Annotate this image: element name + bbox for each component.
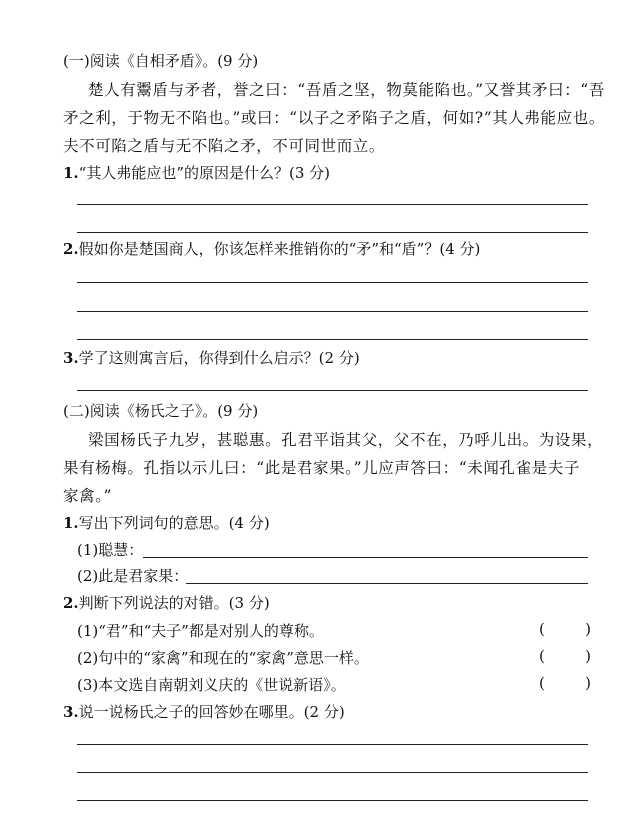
question-number: 2. xyxy=(63,594,79,612)
section2-passage-line-3: 家禽。” xyxy=(63,487,113,505)
bracket-open: ( xyxy=(539,620,545,638)
answer-line[interactable] xyxy=(77,772,588,773)
question-number: 2. xyxy=(63,240,79,258)
question-text: 写出下列词句的意思。(4 分) xyxy=(78,514,270,532)
answer-line[interactable] xyxy=(77,204,588,205)
answer-line[interactable] xyxy=(186,583,588,584)
sub-item-label: (1)聪慧： xyxy=(77,541,144,559)
question-number: 1. xyxy=(63,164,79,182)
answer-line[interactable] xyxy=(77,800,588,801)
answer-line[interactable] xyxy=(77,744,588,745)
section2-question-3 xyxy=(63,701,345,722)
answer-line[interactable] xyxy=(77,339,588,340)
answer-line[interactable] xyxy=(77,282,588,283)
answer-line[interactable] xyxy=(77,390,588,391)
section2-question-2 xyxy=(63,592,270,613)
sub-item-label: (2)此是君家果： xyxy=(77,567,189,585)
section2-passage-line-2: 果有杨梅。孔指以示儿曰：“此是君家果。”儿应声答曰：“未闻孔雀是夫子 xyxy=(63,459,580,477)
section1-passage-line-1: 楚人有鬻盾与矛者，誉之曰：“吾盾之坚，物莫能陷也。”又誉其矛曰：“吾 xyxy=(88,81,605,99)
answer-bracket[interactable] xyxy=(539,674,591,692)
bracket-close: ) xyxy=(585,620,591,638)
section1-question-3 xyxy=(63,347,360,368)
answer-line[interactable] xyxy=(77,232,588,233)
answer-bracket[interactable] xyxy=(539,647,591,665)
bracket-open: ( xyxy=(539,647,545,665)
section1-question-1 xyxy=(63,162,330,183)
section1-heading: (一)阅读《自相矛盾》。(9 分) xyxy=(63,52,259,70)
section1-passage-line-2: 矛之利，于物无不陷也。”或曰：“以子之矛陷子之盾，何如?”其人弗能应也。 xyxy=(63,109,605,127)
question-text: 假如你是楚国商人，你该怎样来推销你的“矛”和“盾”？(4 分) xyxy=(78,240,481,258)
bracket-close: ) xyxy=(585,647,591,665)
section2-heading: (二)阅读《杨氏之子》。(9 分) xyxy=(63,402,259,420)
section2-question-1 xyxy=(63,512,270,533)
section1-question-2 xyxy=(63,238,480,259)
question-number: 3. xyxy=(63,349,79,367)
question-number: 3. xyxy=(63,703,79,721)
question-text: “其人弗能应也”的原因是什么？(3 分) xyxy=(78,164,331,182)
section1-passage-line-3: 夫不可陷之盾与无不陷之矛，不可同世而立。 xyxy=(63,137,386,155)
judgement-item: (2)句中的“家禽”和现在的“家禽”意思一样。 xyxy=(77,649,369,667)
answer-line[interactable] xyxy=(143,557,588,558)
judgement-item: (3)本文选自南朝刘义庆的《世说新语》。 xyxy=(77,676,346,694)
answer-line[interactable] xyxy=(77,311,588,312)
bracket-close: ) xyxy=(585,674,591,692)
judgement-item: (1)“君”和“夫子”都是对别人的尊称。 xyxy=(77,622,324,640)
bracket-open: ( xyxy=(539,674,545,692)
answer-bracket[interactable] xyxy=(539,620,591,638)
question-text: 说一说杨氏之子的回答妙在哪里。(2 分) xyxy=(78,703,345,721)
question-text: 判断下列说法的对错。(3 分) xyxy=(78,594,270,612)
section2-passage-line-1: 梁国杨氏子九岁，甚聪惠。孔君平诣其父，父不在，乃呼儿出。为设果， xyxy=(88,431,604,449)
question-text: 学了这则寓言后，你得到什么启示？(2 分) xyxy=(78,349,360,367)
question-number: 1. xyxy=(63,514,79,532)
